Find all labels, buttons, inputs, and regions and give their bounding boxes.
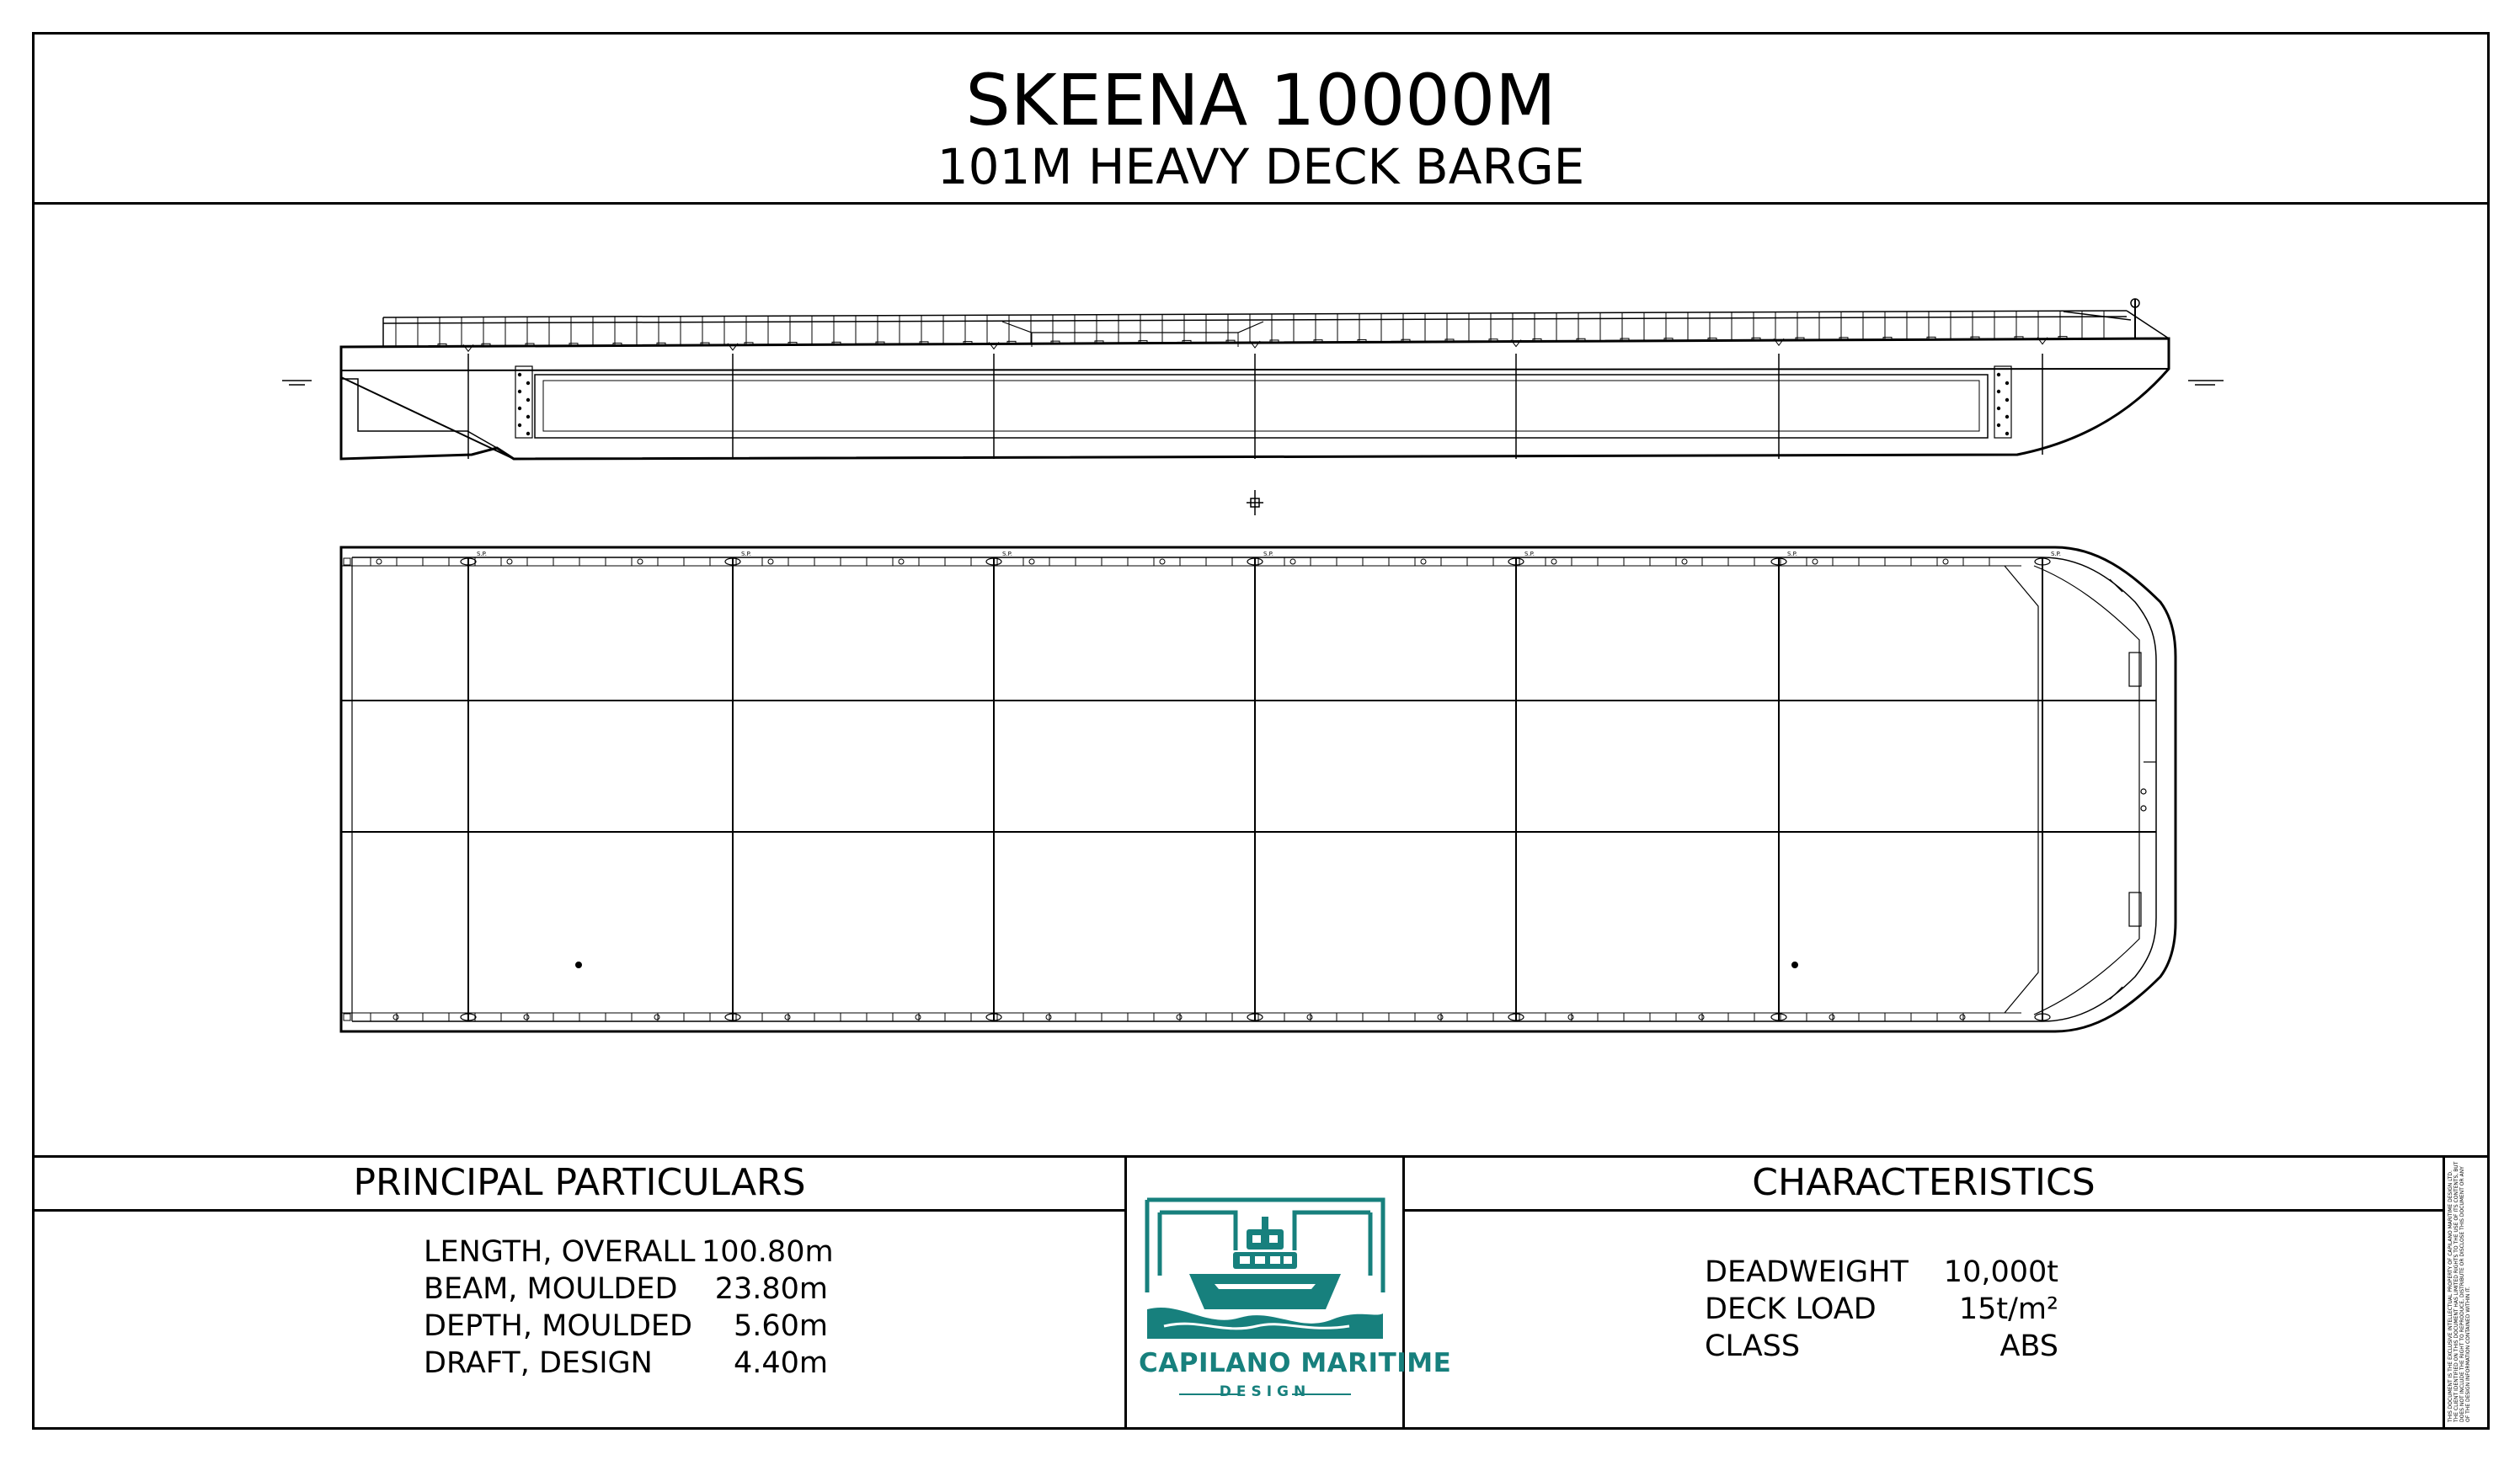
spec-value: ABS [1999,1329,2058,1363]
spec-value: 10,000t [1943,1255,2058,1289]
spec-label: DEADWEIGHT [1705,1255,1909,1289]
profile-view [282,299,2224,515]
spec-value: 23.80m [714,1272,828,1306]
disclaimer-text: THIS DOCUMENT IS THE EXCLUSIVE INTELLECTUAL PROPERTY OF CAPILANO MARITIME DESIGN LTD. THE CLIENT IDENTIFIED ON THIS DOCUMENT HAS LIMITED RIGHTS TO THE USE OF ITS CONTENTS, BUT DOES NOT INCLUDE THE RIGHT TO REPRODUCE, DISTRIBUTE OR DISCLOSE THIS DOCUMENT OR ANY OF THE DESIGN INFORMATION CONTAINED WITHIN IT. [2448,1161,2471,1422]
spud-label: S.P. [1787,551,1798,557]
spec-label: DRAFT, DESIGN [424,1346,653,1380]
plan-hull-outline [341,547,2176,1031]
plan-view [341,547,2176,1031]
spec-label: LENGTH, OVERALL [424,1235,696,1269]
spec-label: DEPTH, MOULDED [424,1309,692,1343]
characteristics-heading: CHARACTERISTICS [1752,1161,2096,1204]
spud-label: S.P. [1002,551,1013,557]
principal-particulars-heading: PRINCIPAL PARTICULARS [353,1161,806,1204]
spud-label: S.P. [2051,551,2062,557]
spec-value: 15t/m² [1958,1292,2058,1326]
spud-label: S.P. [1263,551,1274,557]
spec-value: 100.80m [702,1235,834,1269]
spud-label: S.P. [1524,551,1535,557]
disclaimer-strip [2447,1161,2471,1423]
company-logo [1139,1183,1452,1419]
spec-label: DECK LOAD [1705,1292,1877,1326]
spud-label: S.P. [741,551,752,557]
spud-label: S.P. [477,551,488,557]
spec-value: 5.60m [733,1309,828,1343]
drawing-title: SKEENA 10000M [965,59,1556,141]
logo-ship-icon [1139,1183,1391,1343]
logo-rule-right [1292,1393,1351,1395]
logo-tagline: DESIGN [1219,1383,1311,1400]
spec-label: BEAM, MOULDED [424,1272,678,1306]
spec-label: CLASS [1705,1329,1801,1363]
logo-company-name: CAPILANO MARITIME [1139,1348,1452,1378]
drawing-subtitle: 101M HEAVY DECK BARGE [937,138,1585,195]
spec-value: 4.40m [733,1346,828,1380]
